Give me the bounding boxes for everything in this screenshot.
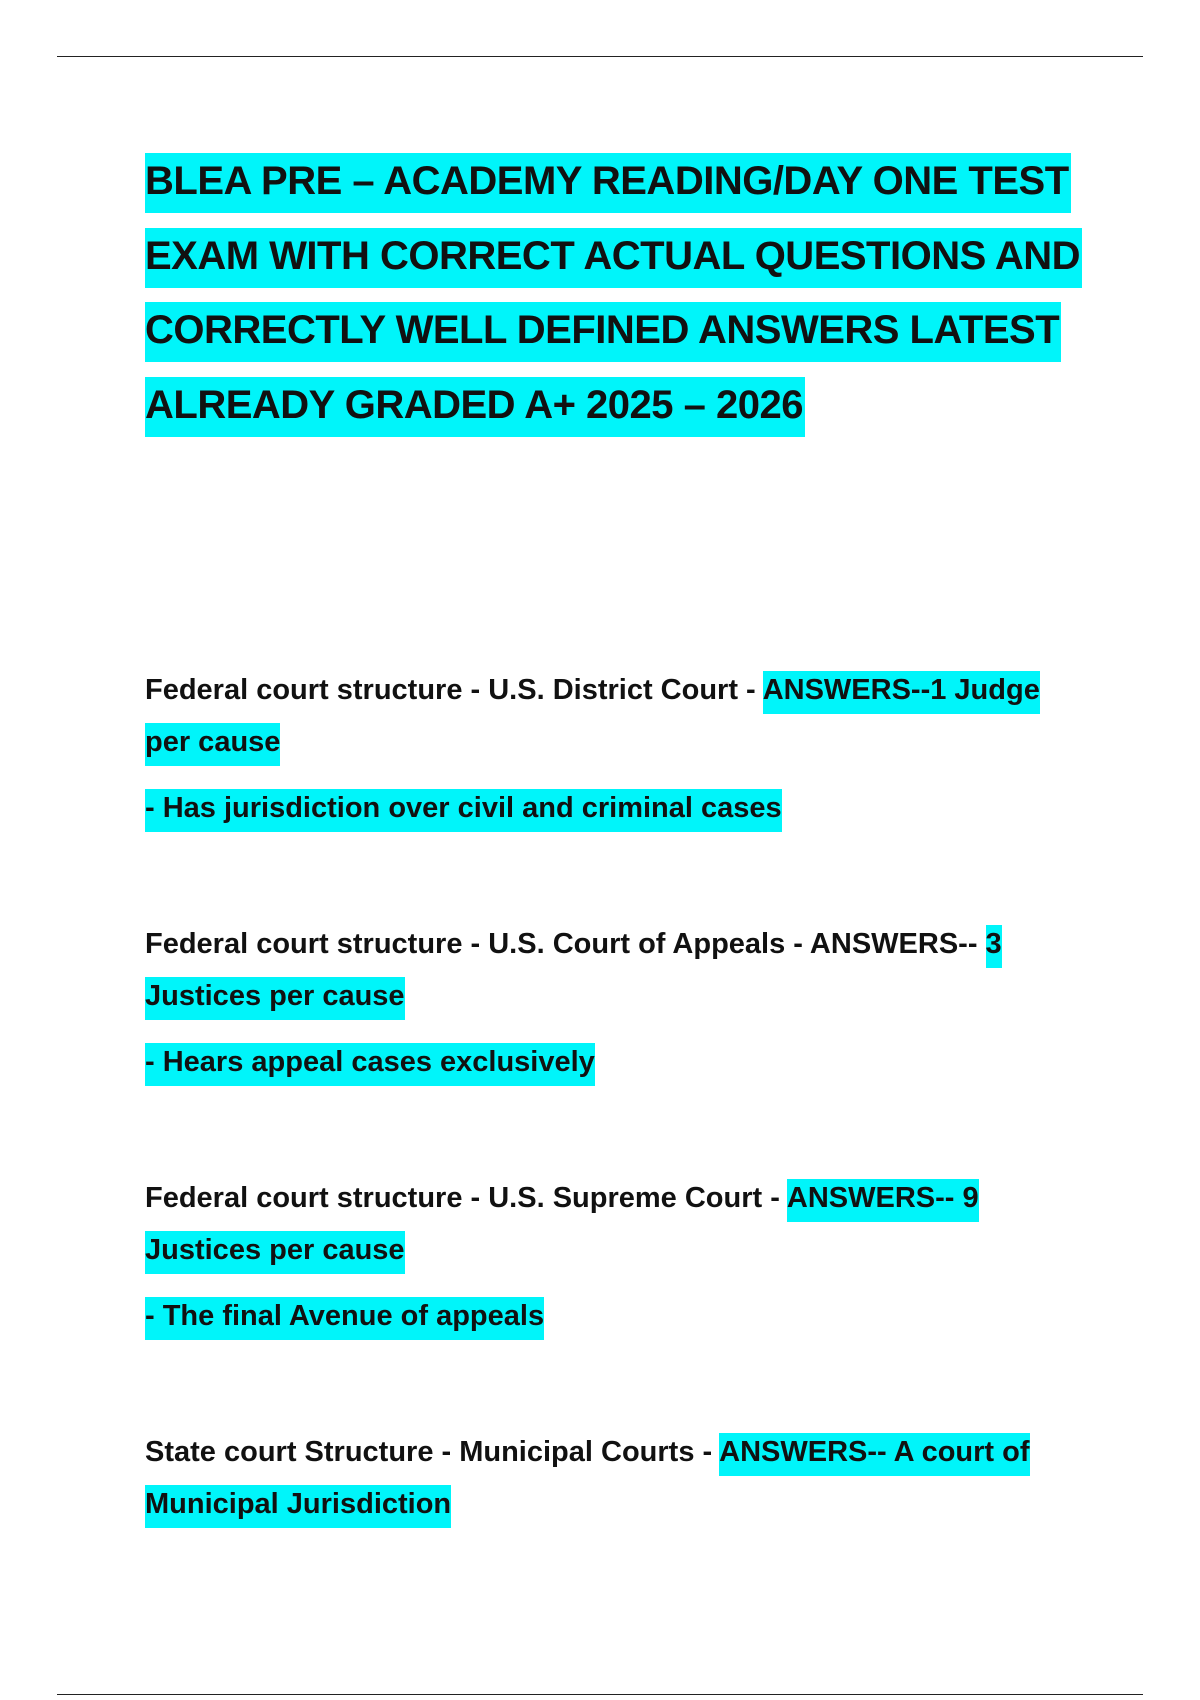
answer-detail-text: - Hears appeal cases exclusively <box>145 1043 595 1086</box>
answer-detail <box>145 782 1075 834</box>
answer-detail <box>145 1036 1075 1088</box>
qa-item-court-of-appeals <box>145 918 1075 1088</box>
answer-detail-text: - The final Avenue of appeals <box>145 1297 544 1340</box>
answer-text: ANSWERS-- 9 Justices per cause <box>145 1179 979 1274</box>
header-rule <box>57 56 1143 57</box>
answer-text: ANSWERS--1 Judge per cause <box>145 671 1040 766</box>
qa-item-municipal-courts <box>145 1426 1075 1530</box>
question-text: Federal court structure - U.S. Supreme Court - <box>145 1182 787 1214</box>
answer-text: ANSWERS-- A court of Municipal Jurisdiction <box>145 1433 1030 1528</box>
qa-question-line <box>145 918 1075 1022</box>
footer-rule <box>57 1694 1143 1695</box>
question-text: Federal court structure - U.S. District Court - <box>145 674 763 706</box>
qa-question-line <box>145 1172 1075 1276</box>
page-title <box>145 144 1085 442</box>
qa-item-district-court <box>145 664 1075 834</box>
question-text: Federal court structure - U.S. Court of Appeals - ANSWERS-- <box>145 928 986 960</box>
answer-text: 3 Justices per cause <box>145 925 1002 1020</box>
page-title-text: BLEA PRE – ACADEMY READING/DAY ONE TEST EXAM WITH CORRECT ACTUAL QUESTIONS AND CORRECTLY WELL DEFINED ANSWERS LATEST ALREADY GRADED A+ 2025 – 2026 <box>145 153 1082 437</box>
qa-item-supreme-court <box>145 1172 1075 1342</box>
answer-detail-text: - Has jurisdiction over civil and criminal cases <box>145 789 782 832</box>
answer-detail <box>145 1290 1075 1342</box>
qa-question-line <box>145 664 1075 768</box>
qa-question-line <box>145 1426 1075 1530</box>
question-text: State court Structure - Municipal Courts - <box>145 1436 720 1468</box>
